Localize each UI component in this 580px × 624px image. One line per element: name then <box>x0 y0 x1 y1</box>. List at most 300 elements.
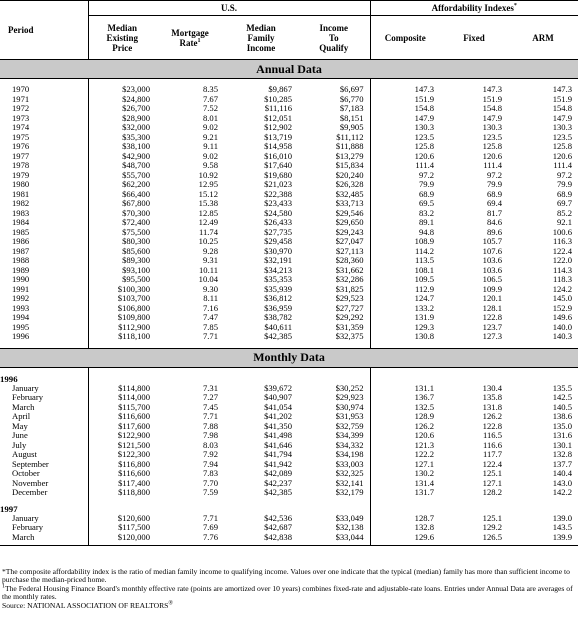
period-cell: 1978 <box>12 160 30 170</box>
value-cell: $115,700 <box>88 403 156 413</box>
period-cell: November <box>12 477 49 488</box>
value-cell: 154.8 <box>482 103 503 113</box>
value-cell: $41,054 <box>264 401 292 412</box>
col-median-family-income: Median Family Income <box>224 16 298 60</box>
value-cell: $16,010 <box>264 150 292 161</box>
value-cell: 122.2 <box>370 450 440 460</box>
value-cell: 7.83 <box>202 468 218 478</box>
value-cell: $66,400 <box>88 190 156 200</box>
period-cell: 1983 <box>12 207 30 218</box>
value-cell: $13,719 <box>264 131 292 142</box>
value-cell: 129.2 <box>482 522 503 532</box>
value-cell: 133.2 <box>370 304 440 314</box>
value-cell: $32,000 <box>88 123 156 133</box>
value-cell: 125.8 <box>370 142 440 152</box>
value-cell: 7.94 <box>202 458 218 469</box>
value-cell: $33,049 <box>335 512 364 523</box>
value-cell: $42,385 <box>264 331 292 341</box>
us-group-header: U.S. <box>88 1 370 16</box>
value-cell: 124.2 <box>552 283 573 294</box>
value-cell: 152.9 <box>552 302 573 313</box>
value-cell: 138.6 <box>552 411 573 421</box>
value-cell: $7,183 <box>339 103 364 113</box>
value-cell: $55,700 <box>88 171 156 181</box>
value-cell: $42,536 <box>264 512 292 523</box>
value-cell: 105.7 <box>482 236 503 246</box>
value-cell: 114.3 <box>553 264 573 275</box>
value-cell: 7.71 <box>202 331 218 341</box>
value-cell: $89,300 <box>88 256 156 266</box>
value-cell: $33,044 <box>335 531 364 542</box>
value-cell: $31,953 <box>335 411 364 421</box>
value-cell: 120.6 <box>370 431 440 441</box>
value-cell: $17,640 <box>264 160 292 170</box>
value-cell: 136.7 <box>370 393 440 403</box>
value-cell: 142.2 <box>552 487 573 497</box>
value-cell: $32,191 <box>264 255 292 265</box>
value-cell: $112,900 <box>88 323 156 333</box>
value-cell: 143.5 <box>552 522 573 532</box>
value-cell: 140.5 <box>552 401 573 412</box>
value-cell: $42,089 <box>264 468 292 478</box>
value-cell: 83.2 <box>370 209 440 219</box>
value-cell: $26,433 <box>264 217 292 227</box>
value-cell: $40,907 <box>264 392 292 402</box>
value-cell: 7.45 <box>202 401 218 412</box>
period-cell: 1980 <box>12 179 30 189</box>
value-cell: $41,350 <box>264 420 292 431</box>
value-cell: $32,286 <box>335 274 364 284</box>
footnote-rate: $^1$The Federal Housing Finance Board's monthly effective rate (points are amortized over 10 years) combines fixed-rate and adjustable-rate loans. Entries under Annual Data are averages of the monthly rates. <box>2 583 573 602</box>
value-cell: 116.6 <box>482 439 503 450</box>
value-cell: $12,051 <box>264 112 292 123</box>
value-cell: 97.2 <box>370 171 440 181</box>
period-cell: 1984 <box>12 217 30 227</box>
value-cell: $117,600 <box>88 422 156 432</box>
period-cell: 1973 <box>12 112 30 123</box>
period-cell: 1993 <box>12 302 30 313</box>
value-cell: $41,794 <box>264 449 292 459</box>
value-cell: $22,388 <box>264 188 292 199</box>
value-cell: 9.02 <box>202 150 218 161</box>
value-cell: 7.76 <box>202 531 218 542</box>
value-cell: 123.5 <box>552 131 573 142</box>
value-cell: $20,240 <box>335 169 364 180</box>
value-cell: $27,727 <box>335 302 364 313</box>
value-cell: 131.8 <box>482 401 503 412</box>
value-cell: 130.4 <box>482 382 503 393</box>
value-cell: 7.98 <box>202 430 218 440</box>
value-cell: 123.7 <box>482 321 503 332</box>
value-cell: 140.4 <box>552 468 573 478</box>
value-cell: $28,360 <box>335 255 364 265</box>
value-cell: $30,970 <box>264 245 292 256</box>
value-cell: 147.9 <box>370 114 440 124</box>
value-cell: $41,202 <box>264 411 292 421</box>
value-cell: 147.3 <box>370 85 440 95</box>
value-cell: 135.0 <box>552 420 573 431</box>
value-cell: $38,100 <box>88 142 156 152</box>
value-cell: $116,600 <box>88 469 156 479</box>
value-cell: $117,400 <box>88 479 156 489</box>
value-cell: 116.5 <box>482 430 503 440</box>
value-cell: $12,902 <box>264 122 292 132</box>
value-cell: $42,237 <box>264 477 292 488</box>
value-cell: 120.1 <box>482 293 503 303</box>
value-cell: 10.04 <box>198 274 218 284</box>
value-cell: 126.2 <box>482 411 503 421</box>
value-cell: $32,325 <box>335 468 364 478</box>
value-cell: $72,400 <box>88 218 156 228</box>
value-cell: 131.1 <box>370 384 440 394</box>
value-cell: 68.9 <box>486 188 503 199</box>
value-cell: $85,600 <box>88 247 156 257</box>
col-fixed: Fixed <box>440 16 508 60</box>
value-cell: $19,680 <box>264 169 292 180</box>
monthly-row <box>0 488 578 498</box>
value-cell: 111.4 <box>553 160 573 170</box>
value-cell: $33,713 <box>335 198 364 208</box>
value-cell: 111.4 <box>483 160 503 170</box>
value-cell: 116.3 <box>553 236 573 246</box>
value-cell: 100.6 <box>552 226 573 237</box>
value-cell: 142.5 <box>552 392 573 402</box>
period-cell: 1977 <box>12 150 30 161</box>
value-cell: 81.7 <box>486 207 503 218</box>
value-cell: 151.9 <box>552 93 573 104</box>
period-cell: December <box>12 487 48 497</box>
value-cell: $6,697 <box>339 84 364 94</box>
period-cell: 1985 <box>12 226 30 237</box>
value-cell: 120.6 <box>482 150 503 161</box>
value-cell: 121.3 <box>370 441 440 451</box>
value-cell: 94.8 <box>370 228 440 238</box>
value-cell: 7.70 <box>202 477 218 488</box>
monthly-row <box>0 533 578 543</box>
value-cell: $29,546 <box>335 207 364 218</box>
value-cell: 79.9 <box>557 179 573 189</box>
value-cell: 122.8 <box>482 312 503 322</box>
value-cell: $8,151 <box>339 112 364 123</box>
value-cell: 7.85 <box>202 321 218 332</box>
value-cell: 108.1 <box>370 266 440 276</box>
value-cell: 7.52 <box>202 103 218 113</box>
value-cell: $29,923 <box>335 392 364 402</box>
value-cell: $35,939 <box>264 283 292 294</box>
value-cell: $24,580 <box>264 207 292 218</box>
value-cell: $106,800 <box>88 304 156 314</box>
value-cell: $29,292 <box>335 312 364 322</box>
value-cell: 126.5 <box>482 531 503 542</box>
value-cell: 139.0 <box>552 512 573 523</box>
value-cell: $36,812 <box>264 293 292 303</box>
value-cell: $11,116 <box>264 103 292 113</box>
value-cell: 131.4 <box>370 479 440 489</box>
value-cell: 131.9 <box>370 313 440 323</box>
col-mortgage-rate: Mortgage Rate$^1$ <box>156 16 224 60</box>
annual-data-heading: Annual Data <box>0 60 578 79</box>
value-cell: $40,611 <box>264 321 292 332</box>
value-cell: $80,300 <box>88 237 156 247</box>
value-cell: 7.59 <box>202 487 218 497</box>
value-cell: 108.9 <box>370 237 440 247</box>
value-cell: $116,600 <box>88 412 156 422</box>
affordability-group-header <box>370 1 578 16</box>
value-cell: 123.5 <box>370 133 440 143</box>
value-cell: 125.1 <box>482 512 503 523</box>
value-cell: 68.9 <box>370 190 440 200</box>
period-cell: October <box>12 468 40 478</box>
value-cell: $116,800 <box>88 460 156 470</box>
value-cell: $122,900 <box>88 431 156 441</box>
value-cell: $41,498 <box>264 430 292 440</box>
period-cell: 1992 <box>12 293 30 303</box>
value-cell: 7.31 <box>202 382 218 393</box>
value-cell: $31,662 <box>335 264 364 275</box>
value-cell: 79.9 <box>486 179 503 189</box>
value-cell: $9,867 <box>268 84 292 94</box>
value-cell: $32,759 <box>335 420 364 431</box>
value-cell: 69.4 <box>486 198 503 208</box>
value-cell: 10.11 <box>198 264 218 275</box>
value-cell: 103.6 <box>482 255 503 265</box>
affordability-mark: * <box>513 3 517 9</box>
value-cell: 12.49 <box>198 217 218 227</box>
period-cell: 1989 <box>12 264 30 275</box>
value-cell: $29,650 <box>335 217 364 227</box>
value-cell: $118,800 <box>88 488 156 498</box>
value-cell: 15.12 <box>198 188 218 199</box>
value-cell: $103,700 <box>88 294 156 304</box>
value-cell: 127.1 <box>370 460 440 470</box>
value-cell: 122.8 <box>482 420 503 431</box>
value-cell: 12.85 <box>198 207 218 218</box>
value-cell: 147.9 <box>482 112 503 123</box>
value-cell: 122.0 <box>552 255 573 265</box>
year-label: 1997 <box>0 503 18 514</box>
value-cell: 68.9 <box>557 188 573 199</box>
value-cell: 9.31 <box>202 255 218 265</box>
value-cell: 8.01 <box>202 112 218 123</box>
value-cell: $122,300 <box>88 450 156 460</box>
value-cell: 125.8 <box>482 141 503 151</box>
value-cell: 11.74 <box>198 226 218 237</box>
value-cell: $120,600 <box>88 514 156 524</box>
value-cell: 130.3 <box>370 123 440 133</box>
value-cell: 120.6 <box>370 152 440 162</box>
value-cell: 120.6 <box>552 150 573 161</box>
value-cell: 7.67 <box>202 93 218 104</box>
value-cell: $32,179 <box>335 487 364 497</box>
value-cell: 9.58 <box>202 160 218 170</box>
period-cell: March <box>12 531 35 542</box>
period-header: Period <box>0 1 88 60</box>
value-cell: 9.30 <box>202 283 218 294</box>
period-cell: April <box>12 411 31 421</box>
period-cell: June <box>12 430 28 440</box>
value-cell: 135.5 <box>552 382 573 393</box>
value-cell: $6,770 <box>339 93 364 104</box>
value-cell: 8.35 <box>202 84 218 94</box>
value-cell: 97.2 <box>557 169 573 180</box>
value-cell: 145.0 <box>552 293 573 303</box>
period-cell: 1979 <box>12 169 30 180</box>
value-cell: 117.7 <box>482 449 503 459</box>
period-cell: 1995 <box>12 321 30 332</box>
value-cell: 7.88 <box>202 420 218 431</box>
value-cell: 126.2 <box>370 422 440 432</box>
value-cell: 130.1 <box>552 439 573 450</box>
value-cell: $31,359 <box>335 321 364 332</box>
value-cell: 149.6 <box>552 312 573 322</box>
monthly-data-heading: Monthly Data <box>0 348 578 367</box>
period-cell: 1987 <box>12 245 30 256</box>
value-cell: 9.02 <box>202 122 218 132</box>
value-cell: 131.7 <box>370 488 440 498</box>
value-cell: $31,825 <box>335 283 364 294</box>
value-cell: 154.8 <box>552 103 573 113</box>
value-cell: $39,672 <box>264 382 292 393</box>
value-cell: 8.03 <box>202 439 218 450</box>
period-cell: August <box>12 449 37 459</box>
value-cell: 137.7 <box>552 458 573 469</box>
value-cell: $34,213 <box>264 264 292 275</box>
value-cell: $10,285 <box>264 93 292 104</box>
col-composite: Composite <box>370 16 440 60</box>
value-cell: 7.71 <box>202 512 218 523</box>
value-cell: 10.92 <box>198 169 218 180</box>
value-cell: 15.38 <box>198 198 218 208</box>
value-cell: 89.1 <box>370 218 440 228</box>
period-cell: February <box>12 522 44 532</box>
value-cell: $100,300 <box>88 285 156 295</box>
value-cell: 128.7 <box>370 514 440 524</box>
value-cell: $29,243 <box>335 226 364 237</box>
value-cell: 7.16 <box>202 302 218 313</box>
value-cell: 118.3 <box>553 274 573 284</box>
value-cell: $27,113 <box>335 245 364 256</box>
value-cell: $38,782 <box>264 312 292 322</box>
value-cell: 131.6 <box>552 430 573 440</box>
value-cell: 124.7 <box>370 294 440 304</box>
value-cell: 130.3 <box>482 122 503 132</box>
period-cell: 1994 <box>12 312 30 322</box>
value-cell: 132.5 <box>370 403 440 413</box>
value-cell: $42,838 <box>264 531 292 542</box>
value-cell: $27,735 <box>264 226 292 237</box>
value-cell: 130.8 <box>370 332 440 342</box>
value-cell: $32,375 <box>335 331 364 341</box>
value-cell: 103.6 <box>482 264 503 275</box>
year-row <box>0 374 578 384</box>
value-cell: 154.8 <box>370 104 440 114</box>
value-cell: 129.6 <box>370 533 440 543</box>
value-cell: $41,646 <box>264 439 292 450</box>
period-cell: 1986 <box>12 236 30 246</box>
value-cell: $48,700 <box>88 161 156 171</box>
period-cell: 1990 <box>12 274 30 284</box>
value-cell: 127.1 <box>482 477 503 488</box>
value-cell: 97.2 <box>486 169 503 180</box>
source-line: Source: NATIONAL ASSOCIATION OF REALTORS® <box>2 600 173 610</box>
value-cell: 106.5 <box>482 274 503 284</box>
value-cell: $41,942 <box>264 458 292 469</box>
value-cell: 147.3 <box>552 84 573 94</box>
value-cell: $34,399 <box>335 430 364 440</box>
value-cell: 128.9 <box>370 412 440 422</box>
value-cell: $30,974 <box>335 401 364 412</box>
period-cell: March <box>12 401 35 412</box>
value-cell: 128.2 <box>482 487 503 497</box>
value-cell: $29,458 <box>264 236 292 246</box>
value-cell: 129.3 <box>370 323 440 333</box>
value-cell: $11,888 <box>335 141 364 151</box>
value-cell: 7.71 <box>202 411 218 421</box>
value-cell: $36,959 <box>264 302 292 313</box>
period-cell: May <box>12 420 28 431</box>
value-cell: 89.6 <box>486 226 503 237</box>
value-cell: 140.3 <box>552 331 573 341</box>
value-cell: 151.9 <box>482 93 503 104</box>
value-cell: $117,500 <box>88 523 156 533</box>
value-cell: $34,198 <box>335 449 364 459</box>
value-cell: $42,687 <box>264 522 292 532</box>
value-cell: $13,279 <box>335 150 364 161</box>
value-cell: $21,023 <box>264 179 292 189</box>
value-cell: 69.7 <box>557 198 573 208</box>
value-cell: 109.9 <box>482 283 503 294</box>
period-cell: 1988 <box>12 255 30 265</box>
value-cell: 135.8 <box>482 392 503 402</box>
annual-data-heading-row <box>0 60 578 79</box>
value-cell: 130.2 <box>370 469 440 479</box>
value-cell: $35,300 <box>88 133 156 143</box>
value-cell: $114,800 <box>88 384 156 394</box>
value-cell: 125.1 <box>482 468 503 478</box>
monthly-data-heading-row <box>0 348 578 367</box>
value-cell: $32,141 <box>335 477 364 488</box>
value-cell: $30,252 <box>335 382 364 393</box>
value-cell: 107.6 <box>482 245 503 256</box>
value-cell: 123.5 <box>482 131 503 142</box>
value-cell: 9.28 <box>202 245 218 256</box>
value-cell: 9.21 <box>202 131 218 142</box>
year-label: 1996 <box>0 373 18 384</box>
value-cell: 7.47 <box>202 312 218 322</box>
value-cell: $9,905 <box>339 122 364 132</box>
col-median-existing-price: Median Existing Price <box>88 16 156 60</box>
value-cell: $15,834 <box>335 160 364 170</box>
value-cell: $33,003 <box>335 458 364 469</box>
footnote-composite: *The composite affordability index is the ratio of median family income to qualifying income. Values over one indicate that the typical (median) family has more than sufficient income to purchase the median-priced home. <box>2 567 570 585</box>
value-cell: $120,000 <box>88 533 156 543</box>
period-cell: January <box>12 512 39 523</box>
affordability-label: Affordability Indexes <box>431 3 514 13</box>
value-cell: 139.9 <box>552 531 573 542</box>
period-cell: January <box>12 382 39 393</box>
period-cell: 1976 <box>12 141 30 151</box>
value-cell: 132.8 <box>552 449 573 459</box>
value-cell: $93,100 <box>88 266 156 276</box>
value-cell: 132.8 <box>370 523 440 533</box>
period-cell: 1982 <box>12 198 30 208</box>
period-cell: 1996 <box>12 331 30 341</box>
value-cell: $121,500 <box>88 441 156 451</box>
value-cell: 122.4 <box>482 458 503 469</box>
value-cell: 147.3 <box>482 84 503 94</box>
value-cell: $28,900 <box>88 114 156 124</box>
value-cell: $75,500 <box>88 228 156 238</box>
